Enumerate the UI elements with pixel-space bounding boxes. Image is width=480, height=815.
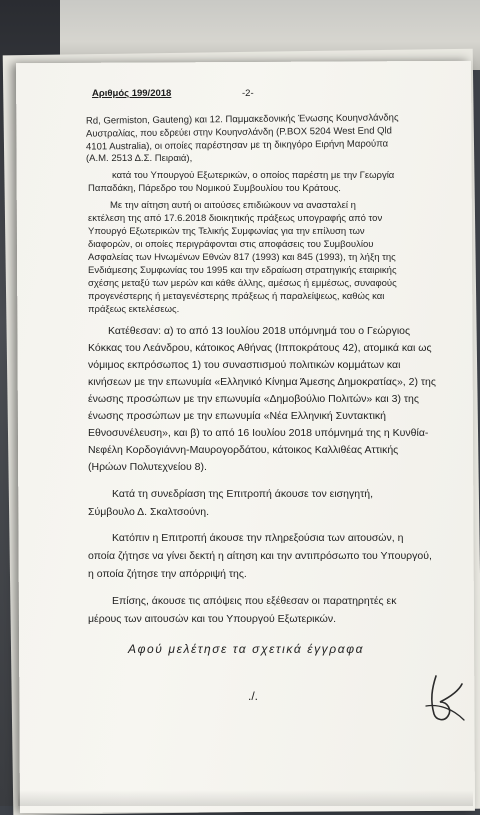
text-line: ένωσης προσώπων με την επωνυμία «Δημοβούλιο Πολιτών» και 3) της: [88, 393, 419, 405]
page-header: [92, 88, 422, 104]
text-line: Σύμβουλο Δ. Σκαλτσούνη.: [88, 506, 210, 518]
text-line: 4101 Australia), οι οποίες παρέστησαν με τη δικηγόρο Ειρήνη Μαρούπα: [85, 138, 389, 153]
text-line: ένωσης προσώπων με την επωνυμία «Νέα Ελληνική Συντακτική: [88, 410, 387, 422]
text-line: οποία ζήτησε να γίνει δεκτή η αίτηση και την αντιπρόσωπο του Υπουργού,: [88, 550, 432, 562]
text-line: νόμιμος εκπρόσωπος 1) του συνασπισμού πολιτικών κομμάτων και: [88, 359, 401, 371]
text-line: η οποία ζήτησε την απόρριψή της.: [88, 568, 247, 580]
text-line: (Ηρώων Πολυτεχνείου 8).: [88, 461, 207, 473]
closing-phrase: Αφού μελέτησε τα σχετικά έγγραφα: [128, 642, 365, 656]
text-line: Rd, Germiston, Gauteng) και 12. Παμμακεδονικής Ένωσης Κουηνσλάνδης: [85, 112, 399, 127]
text-line: (Α.Μ. 2513 Δ.Σ. Πειραιά),: [86, 153, 193, 164]
page-number: -2-: [242, 88, 254, 99]
text-line: κινήσεων με την επωνυμία «Ελληνικό Κίνημα Άμεσης Δημοκρατίας», 2) της: [88, 376, 436, 388]
text-line: προγενέστερης ή μεταγενέστερης πράξεως ή παραλείψεως, καθώς και: [88, 291, 385, 302]
text-line: Υπουργό Εξωτερικών της Τελικής Συμφωνίας για την επίλυση των: [88, 226, 365, 237]
text-line: Κατόπιν η Επιτροπή άκουσε την πληρεξούσια των αιτουσών, η: [112, 532, 404, 544]
text-line: πράξεως εκτελέσεως.: [88, 304, 180, 315]
text-line: Με την αίτηση αυτή οι αιτούσες επιδιώκουν να ανασταλεί η: [110, 200, 356, 211]
page-shadow: [18, 790, 473, 806]
text-line: Κατέθεσαν: α) το από 13 Ιουλίου 2018 υπόμνημά του ο Γεώργιος: [108, 325, 411, 337]
text-line: σχέσης μεταξύ των μερών και κάθε άλλης, αμέσως ή εμμέσως, συναφούς: [88, 278, 397, 289]
decision-number: Αριθμός 199/2018: [92, 88, 172, 99]
text-line: Κόκκας του Λεάνδρου, κάτοικος Αθήνας (Ιπποκράτους 42), ατομικά και ως: [88, 342, 432, 354]
text-line: κατά του Υπουργού Εξωτερικών, ο οποίος παρέστη με την Γεωργία: [112, 170, 395, 181]
text-line: μέρους των αιτουσών και του Υπουργού Εξωτερικών.: [88, 613, 336, 625]
text-line: Παπαδάκη, Πάρεδρο του Νομικού Συμβουλίου του Κράτους.: [88, 183, 341, 194]
continuation-mark: ./.: [248, 689, 259, 703]
text-line: Κατά τη συνεδρίαση της Επιτροπή άκουσε τον εισηγητή,: [112, 488, 373, 500]
text-line: Επίσης, άκουσε τις απόψεις που εξέθεσαν οι παρατηρητές εκ: [112, 595, 397, 607]
text-line: Αυστραλίας, που εδρεύει στην Κουηνσλάνδη (P.BOX 5204 West End Qld: [85, 125, 392, 140]
signature-icon: [418, 668, 468, 728]
text-line: Νεφέλη Κορδογιάννη-Μαυρογορδάτου, κάτοικος Καλλιθέας Αττικής: [88, 444, 399, 456]
text-line: Εθνοσυνέλευση», και β) το από 16 Ιουλίου 2018 υπόμνημά της η Κυνθία-: [88, 427, 429, 439]
text-line: Ασφαλείας των Ηνωμένων Εθνών 817 (1993) και 845 (1993), τη λήξη της: [88, 252, 396, 263]
text-line: διαφορών, οι οποίες περιγράφονται στις αποφάσεις του Συμβουλίου: [88, 239, 374, 250]
text-line: Ενδιάμεσης Συμφωνίας του 1995 και την εδραίωση στρατηγικής εταιρικής: [88, 265, 397, 276]
text-line: εκτέλεση της από 17.6.2018 διοικητικής πράξεως υπογραφής από τον: [88, 213, 383, 224]
